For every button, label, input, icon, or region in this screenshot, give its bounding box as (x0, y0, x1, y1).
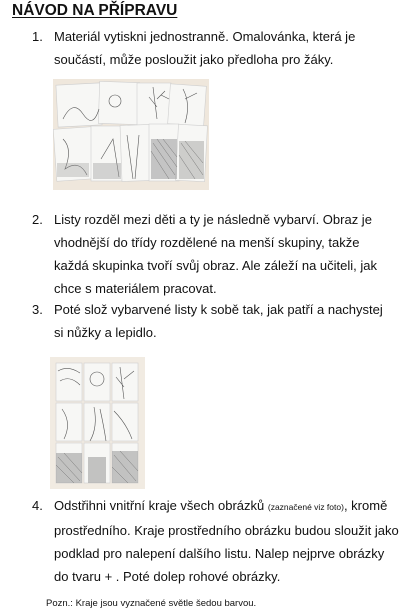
step-number: 4. (32, 498, 43, 513)
photo-assembled-picture (50, 357, 145, 489)
footnote: Pozn.: Kraje jsou vyznačené světle šedou barvou. (46, 598, 257, 609)
instruction-step-3 (32, 298, 392, 344)
step-number: 2. (32, 212, 43, 227)
step-text: Listy rozděl mezi děti a ty je následně vybarví. Obraz je vhodnější do třídy rozdělené na menší skupiny, takže každá skupinka tvoří svůj obraz. Ale záleží na učiteli, jak chce s materiálem pracovat. (54, 212, 377, 296)
photo-coloring-sheets-spread (53, 79, 209, 190)
instruction-step-4 (32, 494, 400, 588)
instruction-step-1 (32, 25, 392, 71)
step-text: Poté slož vybarvené listy k sobě tak, jak patří a nachystej si nůžky a lepidlo. (54, 302, 383, 340)
step-text-after: , kromě prostředního. Kraje prostředního obrázku budou sloužit jako podklad pro nalepení dalšího listu. Nalep nejprve obrázky do tvaru + . Poté dolep rohové obrázky. (54, 498, 399, 584)
page-title: NÁVOD NA PŘÍPRAVU (12, 2, 178, 19)
instruction-step-2 (32, 208, 392, 300)
assembled-picture-photo (50, 357, 145, 489)
step-text-before: Odstřihni vnitřní kraje všech obrázků (54, 498, 268, 513)
coloring-sheets-photo (53, 79, 209, 190)
step-text-photo-reference: (zaznačené viz foto) (267, 502, 344, 512)
step-number: 3. (32, 302, 43, 317)
step-number: 1. (32, 29, 43, 44)
step-text (54, 494, 400, 588)
step-text: Materiál vytiskni jednostranně. Omalovánka, která je součástí, může posloužit jako předloha pro žáky. (54, 29, 356, 67)
